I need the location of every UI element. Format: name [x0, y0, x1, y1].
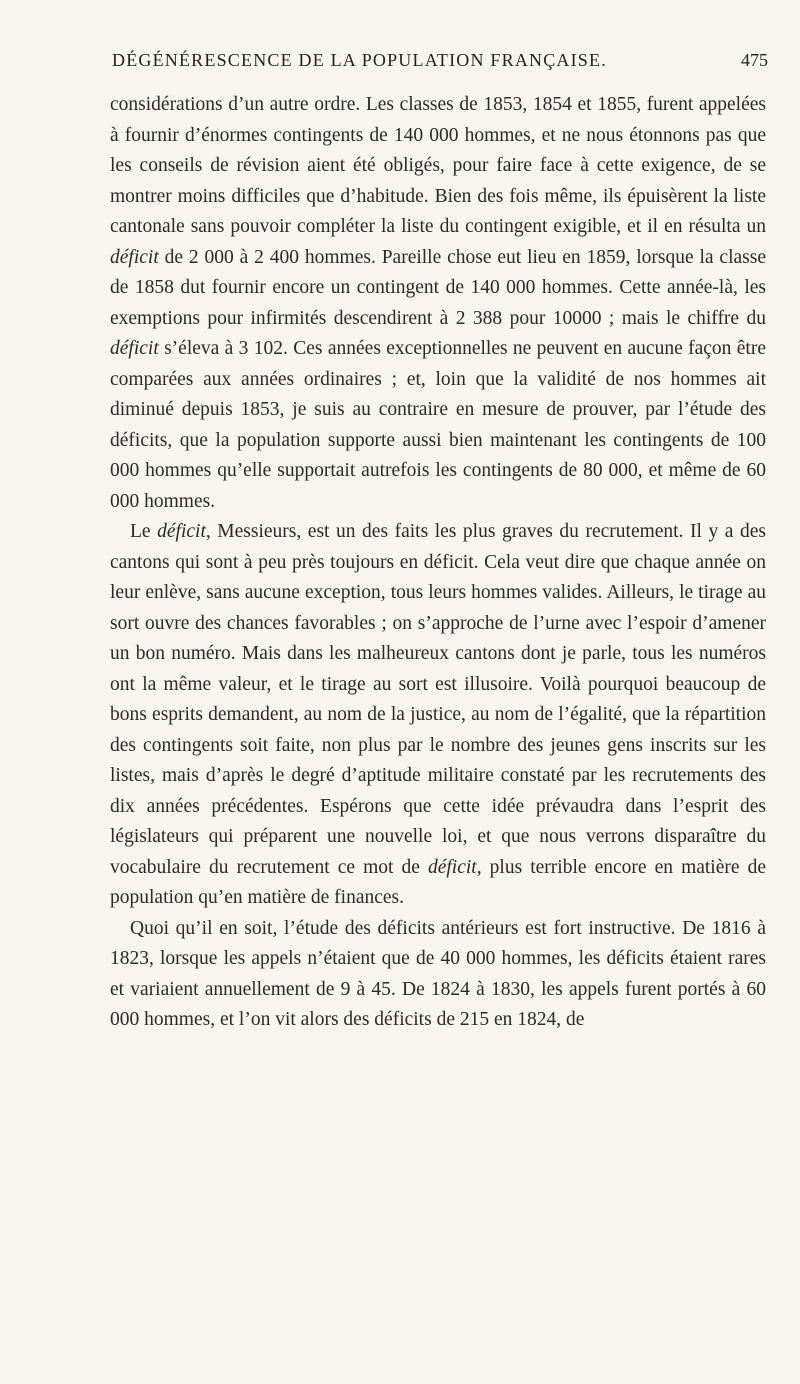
- italic-term: déficit: [157, 521, 206, 542]
- text-run: Le: [130, 521, 158, 542]
- text-run: de 2 000 à 2 400 hommes. Pareille chose eut lieu en 1859, lorsque la classe de 1858 dut fournir encore un contingent de 140 000 hommes. Cette année-là, les exemptions pour infirmités descendirent à 2 388 pour 10000 ; mais le chiffre du: [110, 246, 766, 329]
- text-run: , plus terrible encore en matière de population qu’en matière de finances.: [110, 856, 766, 908]
- text-run: s’éleva à 3 102. Ces années exceptionnelles ne peuvent en aucune façon être comparées aux années ordinaires ; et, loin que la validité de nos hommes ait diminué depuis 1853, je suis au contraire en mesure de prouver, par l’étude des déficits, que la population supporte aussi bien maintenant les contingents de 100 000 hommes qu’elle supportait autrefois les contingents de 80 000, et même de 60 000 hommes.: [110, 338, 766, 512]
- text-run: considérations d’un autre ordre. Les classes de 1853, 1854 et 1855, furent appelées à fournir d’énormes contingents de 140 000 hommes, et ne nous étonnons pas que les conseils de révision aient été obligés, pour faire face à cette exigence, de se montrer moins difficiles que d’habitude. Bien des fois même, ils épuisèrent la liste cantonale sans pouvoir compléter la liste du contingent exigible, et il en résulta un: [110, 94, 766, 237]
- paragraph: [110, 517, 766, 914]
- italic-term: déficit: [110, 338, 159, 359]
- body-text: [110, 90, 766, 1036]
- paragraph: [110, 90, 766, 517]
- running-head: [112, 50, 768, 80]
- text-run: Quoi qu’il en soit, l’étude des déficits antérieurs est fort instructive. De 1816 à 1823, lorsque les appels n’étaient que de 40 000 hommes, les déficits étaient rares et variaient annuellement de 9 à 45. De 1824 à 1830, les appels furent portés à 60 000 hommes, et l’on vit alors des déficits de 215 en 1824, de: [110, 917, 766, 1030]
- italic-term: déficit: [110, 246, 159, 268]
- text-run: , Messieurs, est un des faits les plus graves du recrutement. Il y a des cantons qui sont à peu près toujours en déficit. Cela veut dire que chaque année on leur enlève, sans aucune exception, tous leurs hommes valides. Ailleurs, le tirage au sort ouvre des chances favorables ; on s’approche de l’urne avec l’espoir d’amener un bon numéro. Mais dans les malheureux cantons dont je parle, tous les numéros ont la même valeur, et le tirage au sort est illusoire. Voilà pourquoi beaucoup de bons esprits demandent, au nom de la justice, au nom de l’égalité, que la répartition des contingents soit faite, non plus par le nombre des jeunes gens inscrits sur les listes, mais d’après le degré d’aptitude militaire constaté par les recrutements des dix années précédentes. Espérons que cette idée prévaudra dans l’esprit des législateurs qui préparent une nouvelle loi, et que nous verrons disparaître du vocabulaire du recrutement ce mot de: [110, 521, 766, 878]
- italic-term: déficit: [427, 856, 477, 878]
- running-title: DÉGÉNÉRESCENCE DE LA POPULATION FRANÇAISE.: [112, 50, 607, 70]
- paragraph: [110, 914, 766, 1036]
- page-number: 475: [741, 50, 768, 70]
